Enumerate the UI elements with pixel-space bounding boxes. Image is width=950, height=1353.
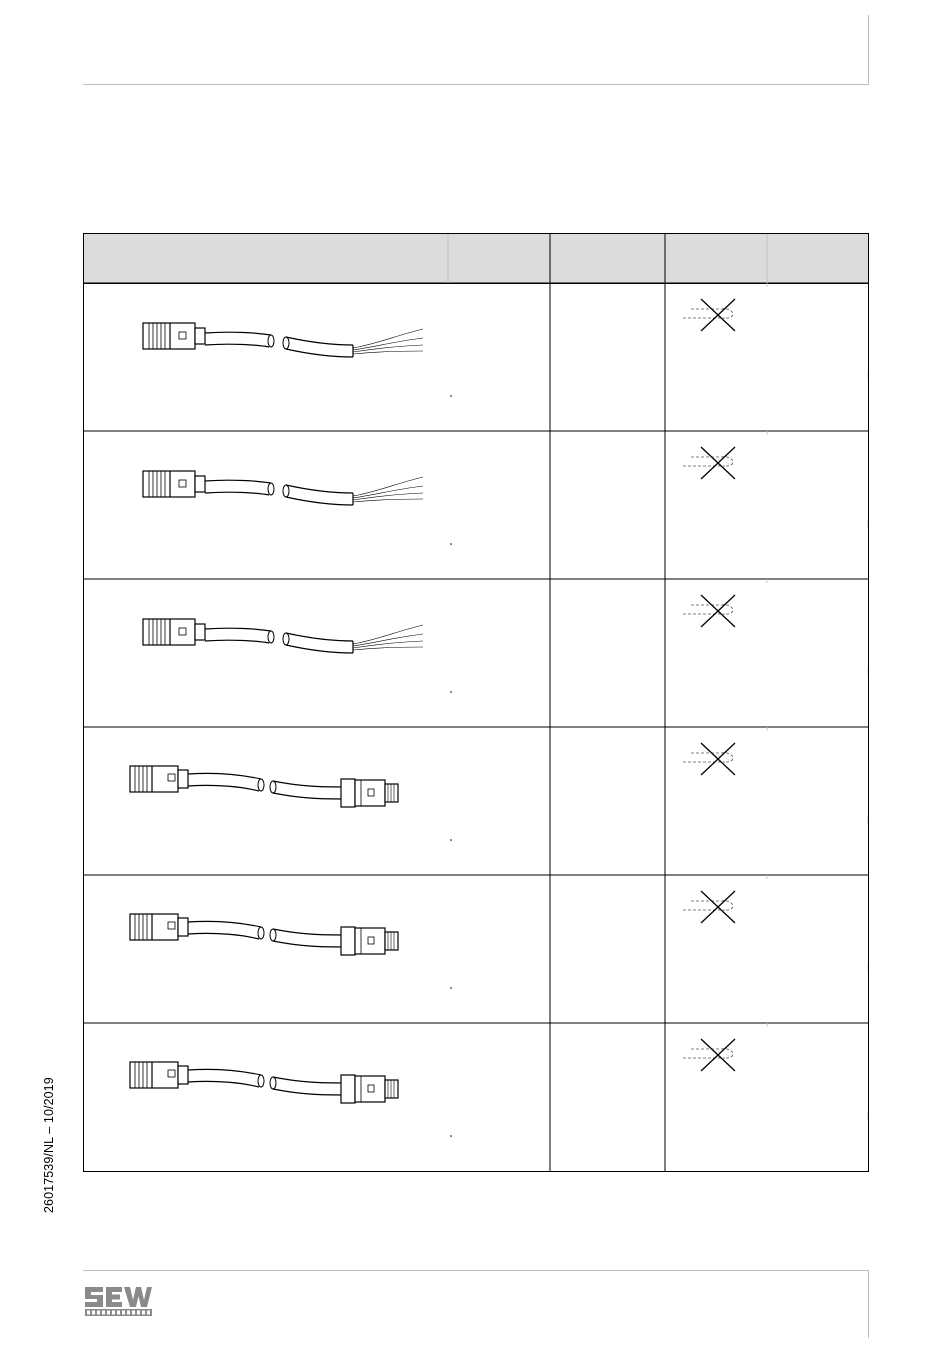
table-row <box>83 727 869 841</box>
document-code: 26017539/NL – 10/2019 <box>42 1077 56 1213</box>
sew-eurodrive-logo <box>83 1283 153 1317</box>
table-row <box>83 283 869 397</box>
table-header <box>84 234 869 284</box>
header-rule <box>83 84 868 85</box>
footer-edge-line <box>868 1270 869 1338</box>
connector-cable-drawing <box>130 1062 452 1137</box>
connector-cable-drawing <box>130 766 452 841</box>
no-drag-chain-icon <box>683 299 735 331</box>
table-row <box>83 1023 869 1137</box>
table-row <box>83 875 869 989</box>
no-drag-chain-icon <box>683 743 735 775</box>
table-row <box>83 579 869 693</box>
table-row <box>83 431 869 545</box>
no-drag-chain-icon <box>683 1039 735 1071</box>
table-body <box>83 283 869 1137</box>
open-end-cable-drawing <box>143 471 452 545</box>
connector-cable-drawing <box>130 914 452 989</box>
header-edge-line <box>868 15 869 85</box>
no-drag-chain-icon <box>683 595 735 627</box>
cable-table <box>83 233 869 1172</box>
footer-rule <box>83 1270 868 1271</box>
open-end-cable-drawing <box>143 323 452 397</box>
open-end-cable-drawing <box>143 619 452 693</box>
no-drag-chain-icon <box>683 447 735 479</box>
table-border <box>84 234 869 1172</box>
no-drag-chain-icon <box>683 891 735 923</box>
